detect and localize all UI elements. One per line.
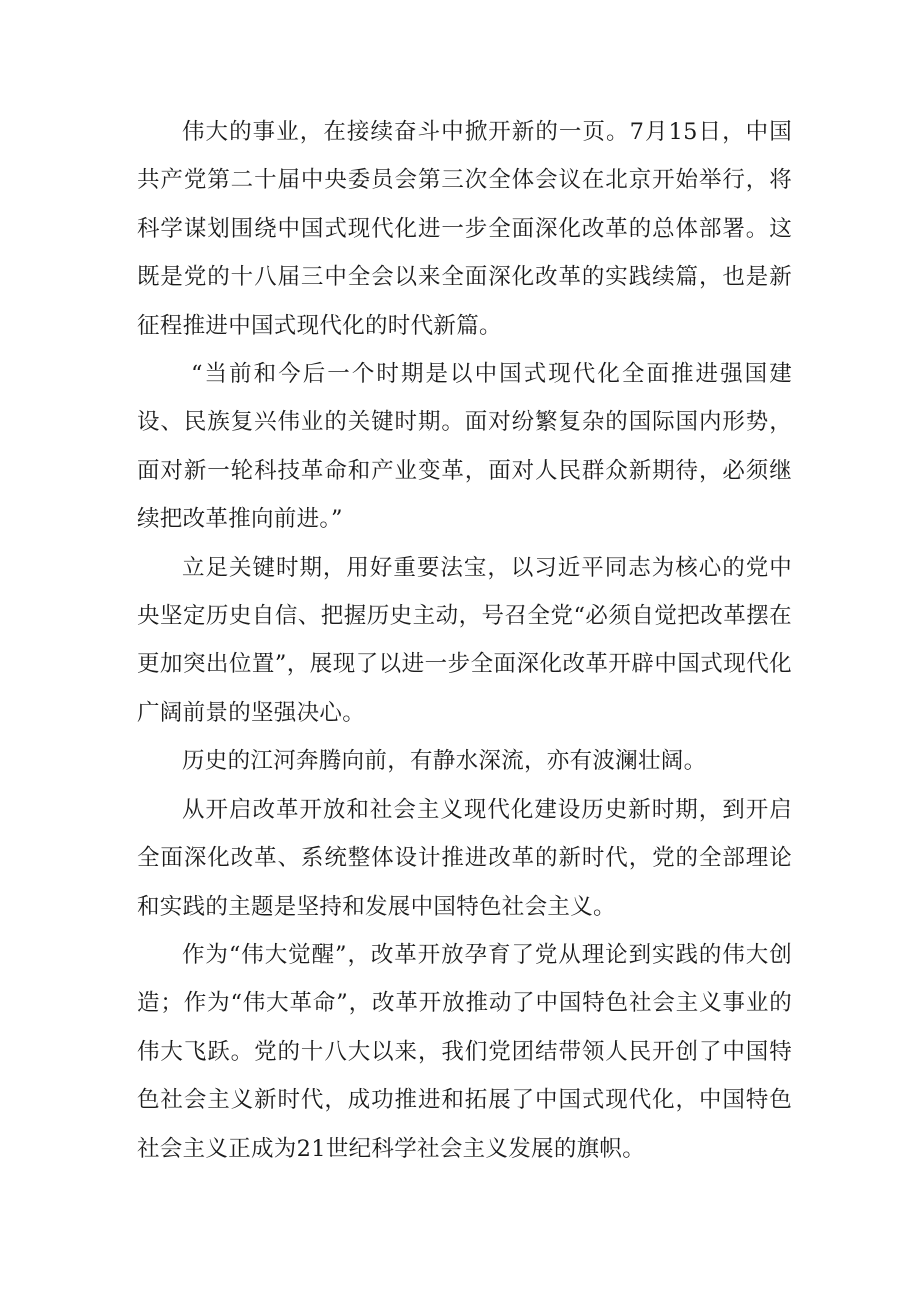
paragraph-1: 伟大的事业，在接续奋斗中掀开新的一页。7月15日，中国共产党第二十届中央委员会第三次全体会议在北京开始举行，将科学谋划围绕中国式现代化进一步全面深化改革的总体部署。这既是党的十八届三中全会以来全面深化改革的实践续篇，也是新征程推进中国式现代化的时代新篇。 (137, 119, 792, 339)
paragraph-6: 作为“伟大觉醒”，改革开放孕育了党从理论到实践的伟大创造；作为“伟大革命”，改革开放推动了中国特色社会主义事业的伟大飞跃。党的十八大以来，我们党团结带领人民开创了中国特色社会主义新时代，成功推进和拓展了中国式现代化，中国特色社会主义正成为21世纪科学社会主义发展的旗帜。 (137, 941, 792, 1162)
paragraph-2-quote: “当前和今后一个时期是以中国式现代化全面推进强国建设、民族复兴伟业的关键时期。面对纷繁复杂的国际国内形势，面对新一轮科技革命和产业变革，面对人民群众新期待，必须继续把改革推向前进。” (137, 361, 792, 533)
paragraph-5: 从开启改革开放和社会主义现代化建设历史新时期，到开启全面深化改革、系统整体设计推进改革的新时代，党的全部理论和实践的主题是坚持和发展中国特色社会主义。 (137, 796, 792, 920)
paragraph-4: 历史的江河奔腾向前，有静水深流，亦有波澜壮阔。 (182, 748, 707, 775)
paragraph-3: 立足关键时期，用好重要法宝，以习近平同志为核心的党中央坚定历史自信、把握历史主动，号召全党“必须自觉把改革摆在更加突出位置”，展现了以进一步全面深化改革开辟中国式现代化广阔前景的坚强决心。 (137, 554, 792, 726)
article-body (137, 108, 792, 1173)
